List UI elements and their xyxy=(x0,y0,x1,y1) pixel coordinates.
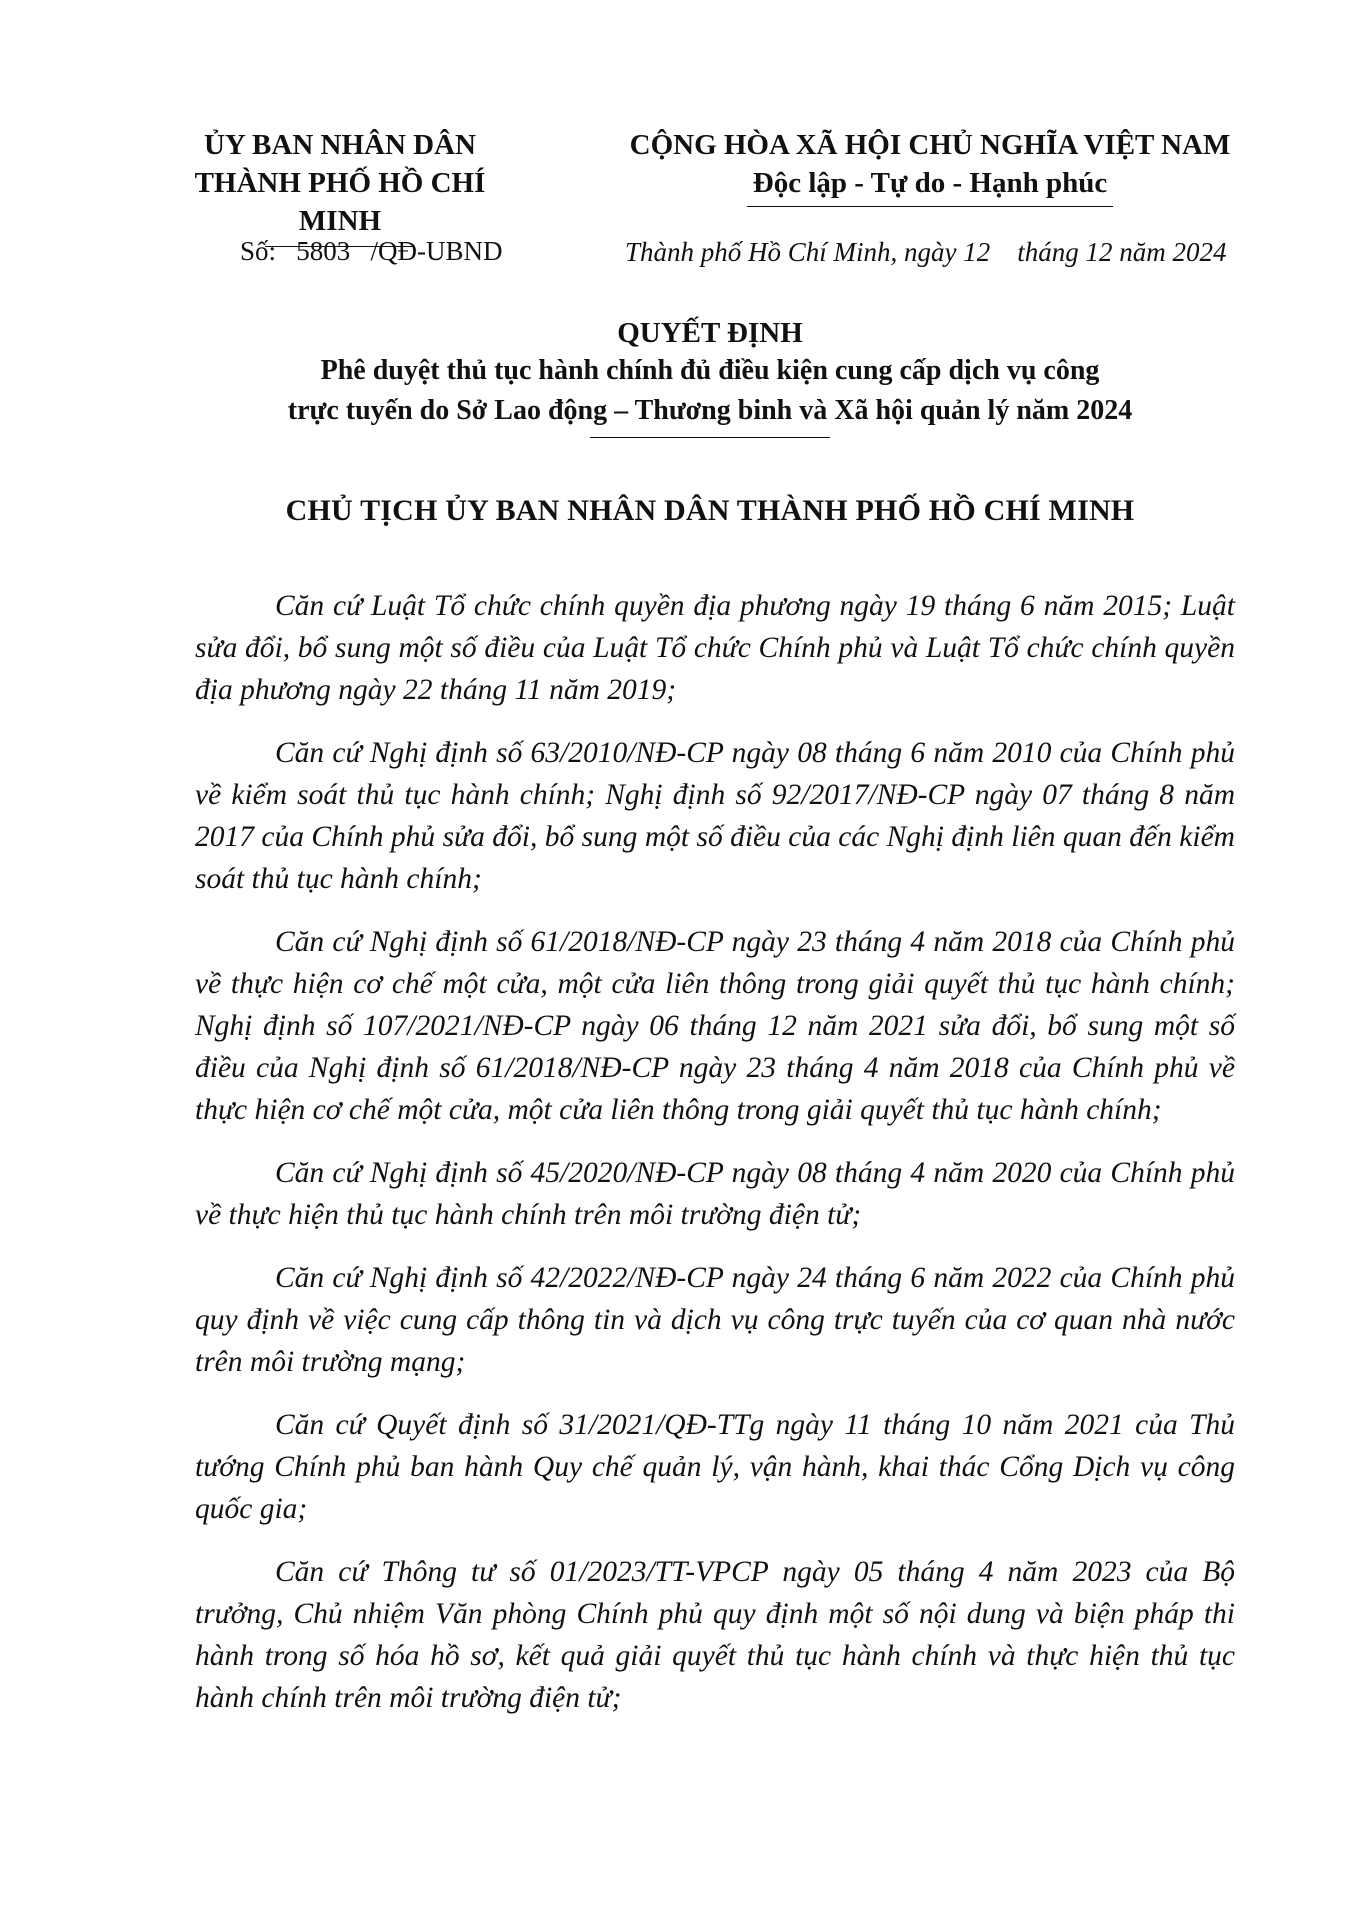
title-block xyxy=(170,315,1250,438)
title-underline xyxy=(590,437,830,438)
legal-basis xyxy=(195,585,1235,1740)
basis-paragraph: Căn cứ Luật Tổ chức chính quyền địa phương ngày 19 tháng 6 năm 2015; Luật sửa đổi, bổ sung một số điều của Luật Tổ chức Chính phủ và Luật Tổ chức chính quyền địa phương ngày 22 tháng 11 năm 2019; xyxy=(195,590,1235,706)
motto-underline xyxy=(747,206,1113,207)
basis-paragraph: Căn cứ Nghị định số 63/2010/NĐ-CP ngày 08 tháng 6 năm 2010 của Chính phủ về kiểm soát thủ tục hành chính; Nghị định số 92/2017/NĐ-CP ngày 07 tháng 8 năm 2017 của Chính phủ sửa đổi, bổ sung một số điều của các Nghị định liên quan đến kiểm soát thủ tục hành chính; xyxy=(195,737,1235,895)
country-name: CỘNG HÒA XÃ HỘI CHỦ NGHĨA VIỆT NAM xyxy=(629,129,1231,161)
document-title: QUYẾT ĐỊNH xyxy=(617,317,803,349)
issuing-agency xyxy=(170,126,510,247)
subtitle-line-1: Phê duyệt thủ tục hành chính đủ điều kiện cung cấp dịch vụ công xyxy=(320,355,1100,386)
subtitle-line-2: trực tuyến do Sở Lao động – Thương binh và Xã hội quản lý năm 2024 xyxy=(287,395,1133,426)
basis-paragraph: Căn cứ Nghị định số 61/2018/NĐ-CP ngày 23 tháng 4 năm 2018 của Chính phủ về thực hiện cơ chế một cửa, một cửa liên thông trong giải quyết thủ tục hành chính; Nghị định số 107/2021/NĐ-CP ngày 06 tháng 12 năm 2021 sửa đổi, bổ sung một số điều của Nghị định số 61/2018/NĐ-CP ngày 23 tháng 4 năm 2018 của Chính phủ về thực hiện cơ chế một cửa, một cửa liên thông trong giải quyết thủ tục hành chính; xyxy=(195,926,1235,1126)
document-number: Số: 5803 /QĐ-UBND xyxy=(240,236,503,266)
basis-paragraph: Căn cứ Quyết định số 31/2021/QĐ-TTg ngày 11 tháng 10 năm 2021 của Thủ tướng Chính phủ ban hành Quy chế quản lý, vận hành, khai thác Cổng Dịch vụ công quốc gia; xyxy=(195,1409,1235,1525)
motto: Độc lập - Tự do - Hạnh phúc xyxy=(752,167,1108,199)
basis-paragraph: Căn cứ Thông tư số 01/2023/TT-VPCP ngày 05 tháng 4 năm 2023 của Bộ trưởng, Chủ nhiệm Văn phòng Chính phủ quy định một số nội dung và biện pháp thi hành trong số hóa hồ sơ, kết quả giải quyết thủ tục hành chính và thực hiện thủ tục hành chính trên môi trường điện tử; xyxy=(195,1556,1235,1714)
place-and-date: Thành phố Hồ Chí Minh, ngày 12 tháng 12 năm 2024 xyxy=(625,237,1227,267)
national-motto xyxy=(610,126,1250,207)
basis-paragraph: Căn cứ Nghị định số 45/2020/NĐ-CP ngày 08 tháng 4 năm 2020 của Chính phủ về thực hiện thủ tục hành chính trên môi trường điện tử; xyxy=(195,1157,1235,1231)
agency-line-2: THÀNH PHỐ HỒ CHÍ MINH xyxy=(194,167,486,237)
agency-line-1: ỦY BAN NHÂN DÂN xyxy=(203,129,476,161)
issuing-authority: CHỦ TỊCH ỦY BAN NHÂN DÂN THÀNH PHỐ HỒ CHÍ MINH xyxy=(285,494,1135,527)
basis-paragraph: Căn cứ Nghị định số 42/2022/NĐ-CP ngày 24 tháng 6 năm 2022 của Chính phủ quy định về việc cung cấp thông tin và dịch vụ công trực tuyến của cơ quan nhà nước trên môi trường mạng; xyxy=(195,1262,1235,1378)
